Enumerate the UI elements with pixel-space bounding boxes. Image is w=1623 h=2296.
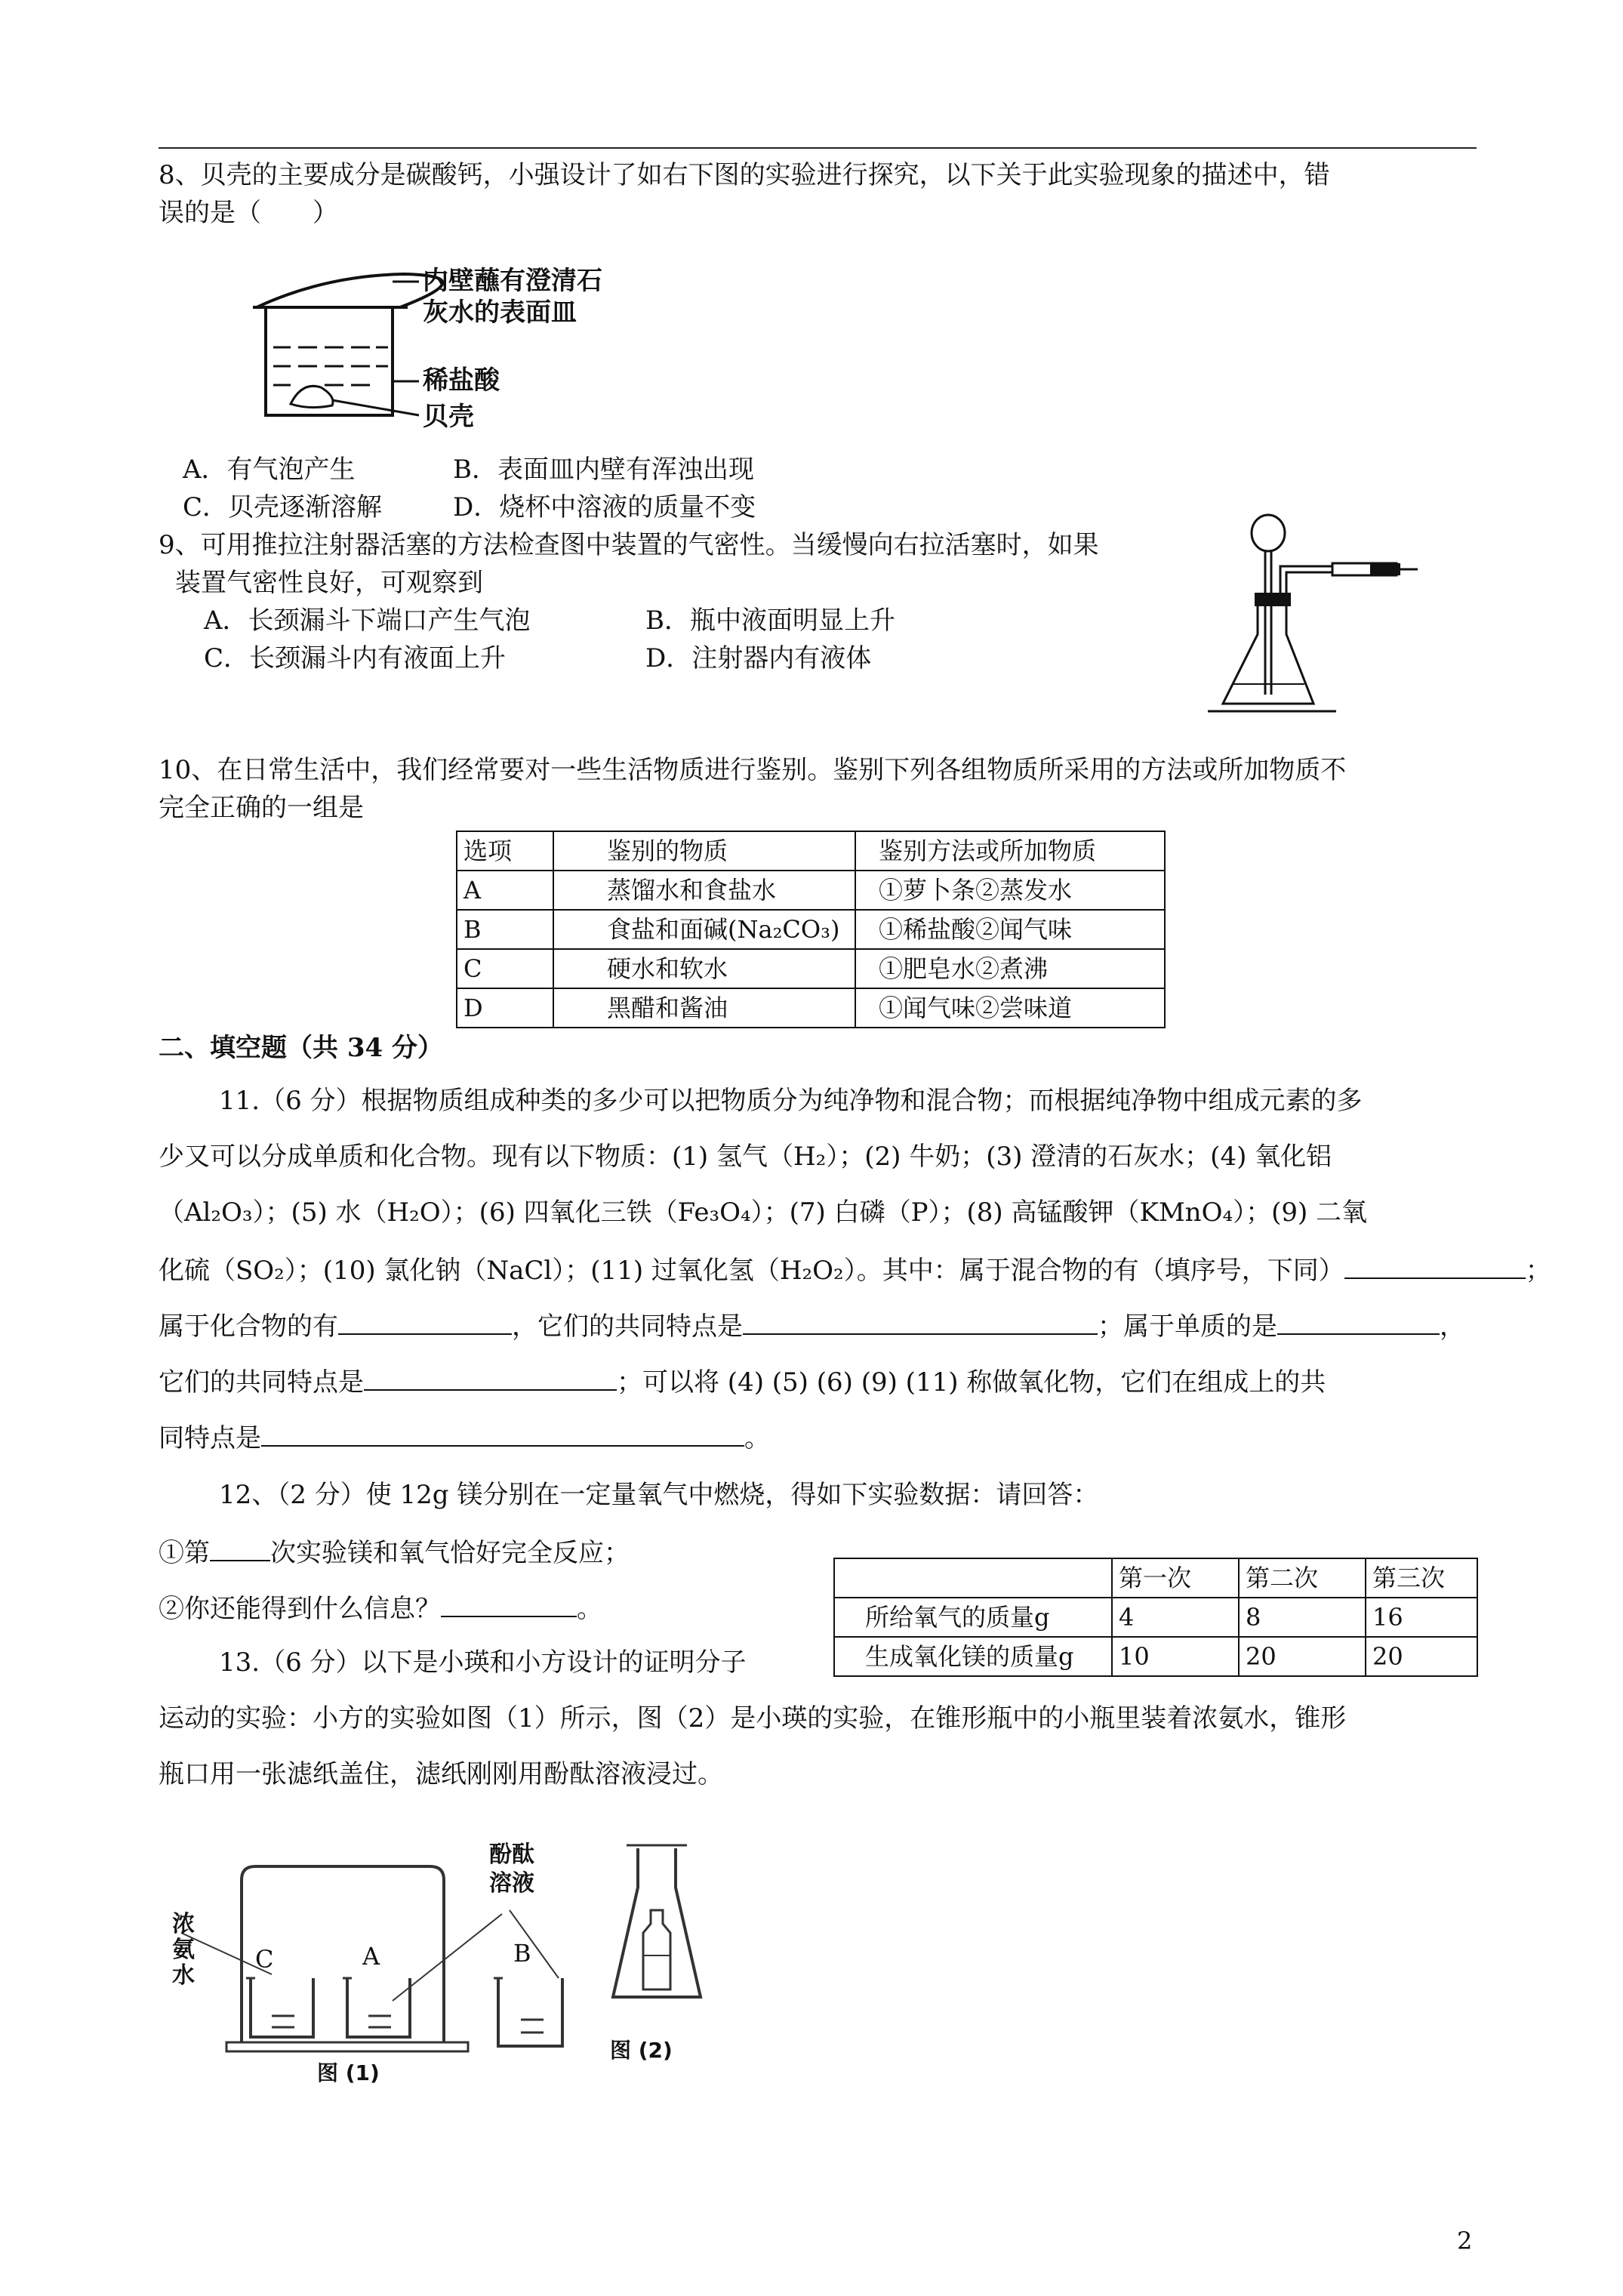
q8-option-a: A．有气泡产生	[183, 455, 356, 485]
q9-option-b: B．瓶中液面明显上升	[645, 606, 895, 636]
q13-line3: 瓶口用一张滤纸盖住，滤纸刚刚用酚酞溶液浸过。	[159, 1759, 723, 1789]
q9-flask-syringe-figure	[1208, 506, 1434, 717]
q12-blank-info[interactable]	[441, 1590, 577, 1617]
watch-glass	[257, 274, 442, 307]
q12-blank-trial[interactable]	[210, 1534, 270, 1561]
q11-line4-text: 化硫（SO₂）；(10) 氯化钠（NaCl）；(11) 过氧化氢（H₂O₂）。其中：属于混合物的有（填序号，下同）	[159, 1256, 1344, 1286]
q8-stem-line2: 误的是（ ）	[159, 198, 338, 228]
q12-line3	[159, 1590, 602, 1626]
q11-line5-b: ，它们的共同特点是	[512, 1311, 743, 1342]
small-bottle	[643, 1910, 670, 1989]
table-cell: B	[457, 910, 553, 949]
q11-blank-compound-feature[interactable]	[743, 1308, 1098, 1335]
q9-option-c: C．长颈漏斗内有液面上升	[204, 643, 507, 673]
q11-line6-b: ；可以将 (4) (5) (6) (9) (11) 称做氧化物，它们在组成上的共	[617, 1367, 1326, 1398]
q11-line4	[159, 1252, 1551, 1287]
q8-option-c: C．贝壳逐渐溶解	[183, 492, 383, 522]
q13-label-ammonia-3: 水	[172, 1962, 195, 1989]
section-title: 二、填空题（共 34 分）	[159, 1033, 443, 1063]
q8-stem-line1: 8、贝壳的主要成分是碳酸钙，小强设计了如右下图的实验进行探究，以下关于此实验现象的描述中，错	[159, 160, 1330, 190]
q10-stem-line1: 10、在日常生活中，我们经常要对一些生活物质进行鉴别。鉴别下列各组物质所采用的方法或所加物质不	[159, 755, 1347, 785]
q13-label-ammonia-1: 浓	[172, 1911, 195, 1937]
table-cell: 硬水和软水	[553, 949, 855, 988]
q11-blank-elements[interactable]	[1277, 1308, 1440, 1335]
table-header-cell: 第一次	[1112, 1558, 1239, 1598]
stopper	[1255, 593, 1291, 606]
q8-option-b: B．表面皿内壁有浑浊出现	[453, 455, 754, 485]
table-cell: 生成氧化镁的质量g	[834, 1637, 1112, 1676]
q10-table	[456, 831, 1166, 1028]
q9-stem-line2: 装置气密性良好，可观察到	[175, 568, 483, 598]
q13-line2: 运动的实验：小方的实验如图（1）所示，图（2）是小瑛的实验，在锥形瓶中的小瓶里装着浓氨水，锥形	[159, 1703, 1347, 1734]
q11-blank-compounds[interactable]	[338, 1308, 512, 1335]
q13-label-phenol-2: 溶液	[489, 1870, 534, 1897]
conical-flask	[1223, 606, 1313, 704]
q8-option-d: D．烧杯中溶液的质量不变	[453, 492, 756, 522]
q8-label-shell: 贝壳	[423, 402, 474, 432]
q9-option-a: A．长颈漏斗下端口产生气泡	[204, 606, 531, 636]
q12-line2	[159, 1534, 630, 1570]
q13-label-c: C	[255, 1945, 274, 1974]
table-cell: C	[457, 949, 553, 988]
q11-line5-d: ，	[1440, 1311, 1465, 1342]
q13-label-ammonia-2: 氨	[172, 1937, 195, 1963]
hydrochloric-acid	[273, 347, 388, 385]
table-cell: A	[457, 871, 553, 910]
q13-figure-2	[604, 1835, 710, 2031]
q12-line1: 12、（2 分）使 12g 镁分别在一定量氧气中燃烧，得如下实验数据：请回答：	[219, 1480, 1099, 1510]
table-row	[834, 1637, 1477, 1676]
q11-line6-a: 它们的共同特点是	[159, 1367, 364, 1398]
funnel-bulb	[1252, 515, 1285, 551]
q13-caption-fig2: 图 (2)	[610, 2038, 673, 2063]
table-cell: ①闻气味②尝味道	[855, 988, 1165, 1028]
q11-line5-a: 属于化合物的有	[159, 1311, 338, 1342]
table-cell: 20	[1366, 1637, 1477, 1676]
q8-label-watchglass-2: 灰水的表面皿	[423, 297, 577, 328]
q11-blank-mixtures[interactable]	[1344, 1252, 1526, 1279]
table-header-row	[834, 1558, 1477, 1598]
q11-line7	[159, 1419, 770, 1455]
table-cell: 黑醋和酱油	[553, 988, 855, 1028]
q13-label-b: B	[513, 1939, 531, 1968]
table-cell: 10	[1112, 1637, 1239, 1676]
q8-label-watchglass-1: 内壁蘸有澄清石	[423, 266, 602, 296]
table-row	[457, 949, 1165, 988]
q11-line4-end: ；	[1525, 1256, 1551, 1286]
table-row	[457, 871, 1165, 910]
table-cell: ①稀盐酸②闻气味	[855, 910, 1165, 949]
conical-flask-2	[613, 1848, 701, 1997]
q11-line7-a: 同特点是	[159, 1423, 261, 1453]
q11-line1: 11.（6 分）根据物质组成种类的多少可以把物质分为纯净物和混合物；而根据纯净物中组成元素的多	[219, 1086, 1363, 1116]
table-header-cell: 第二次	[1239, 1558, 1366, 1598]
table-header-cell: 选项	[457, 831, 553, 871]
table-header-row	[457, 831, 1165, 871]
table-cell: 食盐和面碱(Na₂CO₃)	[553, 910, 855, 949]
table-cell: D	[457, 988, 553, 1028]
table-cell: 所给氧气的质量g	[834, 1598, 1112, 1637]
table-row	[457, 910, 1165, 949]
q11-line7-b: 。	[744, 1423, 770, 1453]
beaker	[266, 307, 393, 415]
table-cell: 16	[1366, 1598, 1477, 1637]
table-cell: ①肥皂水②煮沸	[855, 949, 1165, 988]
q10-stem-line2: 完全正确的一组是	[159, 793, 364, 823]
q13-label-phenol-1: 酚酞	[489, 1841, 534, 1868]
q9-option-d: D．注射器内有液体	[645, 643, 872, 673]
q12-table	[833, 1558, 1478, 1677]
q12-line2-a: ①第	[159, 1538, 210, 1568]
q11-blank-oxide-feature[interactable]	[261, 1419, 744, 1447]
table-header-cell: 第三次	[1366, 1558, 1477, 1598]
table-header-cell: 鉴别方法或所加物质	[855, 831, 1165, 871]
q11-blank-element-feature[interactable]	[364, 1364, 617, 1391]
page-number: 2	[1457, 2227, 1473, 2255]
table-cell: ①萝卜条②蒸发水	[855, 871, 1165, 910]
table-header-cell	[834, 1558, 1112, 1598]
base-plate	[226, 2042, 468, 2051]
table-cell: 4	[1112, 1598, 1239, 1637]
q11-line5-c: ；属于单质的是	[1098, 1311, 1277, 1342]
q11-line6	[159, 1364, 1326, 1399]
q11-line5	[159, 1308, 1465, 1343]
q11-line2: 少又可以分成单质和化合物。现有以下物质：(1) 氢气（H₂）；(2) 牛奶；(3) 澄清的石灰水；(4) 氧化铝	[159, 1142, 1332, 1172]
table-cell: 20	[1239, 1637, 1366, 1676]
q13-label-a: A	[362, 1942, 380, 1971]
q13-caption-fig1: 图 (1)	[317, 2060, 380, 2085]
table-header-cell: 鉴别的物质	[553, 831, 855, 871]
q12-line3-b: 。	[577, 1594, 602, 1624]
table-cell: 8	[1239, 1598, 1366, 1637]
q8-label-acid: 稀盐酸	[423, 365, 500, 396]
q9-stem-line1: 9、可用推拉注射器活塞的方法检查图中装置的气密性。当缓慢向右拉活塞时，如果	[159, 530, 1099, 560]
table-row	[457, 988, 1165, 1028]
header-rule	[159, 147, 1477, 149]
q13-line1: 13.（6 分）以下是小瑛和小方设计的证明分子	[219, 1647, 747, 1678]
q12-line2-b: 次实验镁和氧气恰好完全反应；	[270, 1538, 630, 1568]
table-row	[834, 1598, 1477, 1637]
q11-line3: （Al₂O₃）；(5) 水（H₂O）；(6) 四氧化三铁（Fe₃O₄）；(7) 白磷（P）；(8) 高锰酸钾（KMnO₄）；(9) 二氧	[159, 1197, 1368, 1228]
shell	[291, 386, 333, 407]
table-cell: 蒸馏水和食盐水	[553, 871, 855, 910]
q12-line3-a: ②你还能得到什么信息？	[159, 1594, 441, 1624]
beaker-b	[498, 1978, 562, 2046]
